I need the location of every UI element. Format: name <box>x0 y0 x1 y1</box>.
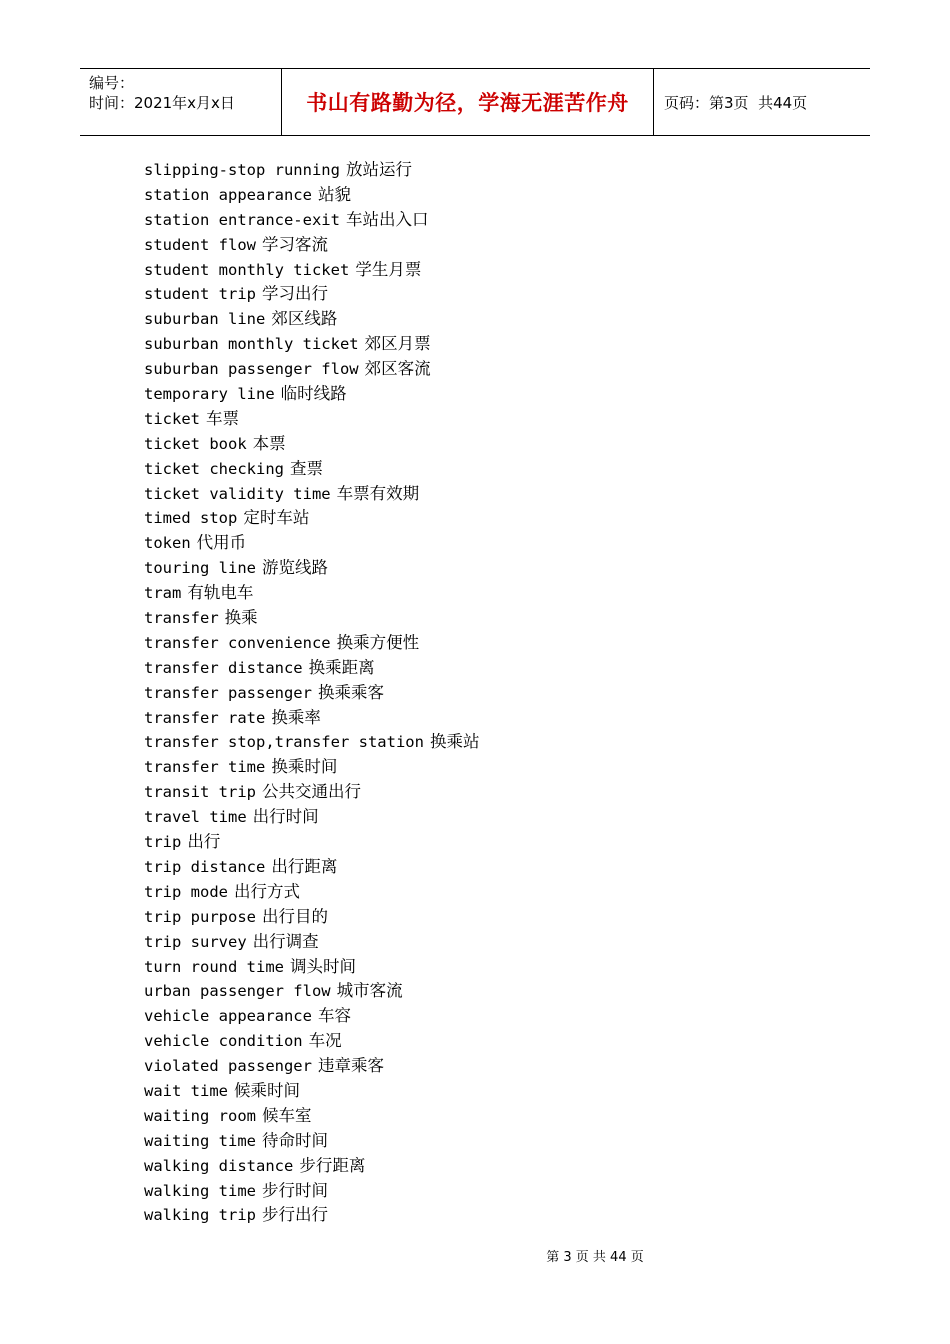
glossary-entry <box>144 805 479 830</box>
glossary-entry <box>144 233 479 258</box>
term-english: waiting time <box>144 1131 256 1150</box>
term-english: touring line <box>144 559 256 578</box>
term-chinese: 出行 <box>187 832 221 852</box>
term-english: transfer rate <box>144 708 266 727</box>
term-english: station appearance <box>144 185 312 204</box>
term-chinese: 车容 <box>317 1006 351 1026</box>
term-english: vehicle appearance <box>144 1007 312 1026</box>
term-chinese: 换乘时间 <box>271 757 338 777</box>
term-chinese: 出行调查 <box>252 931 319 951</box>
glossary-entry <box>144 556 479 581</box>
header-motto: 书山有路勤为径，学海无涯苦作舟 <box>282 69 654 135</box>
term-chinese: 候乘时间 <box>234 1080 300 1100</box>
glossary-entry <box>144 780 479 805</box>
glossary-entry <box>144 332 479 357</box>
glossary-entry <box>144 531 479 556</box>
term-english: ticket checking <box>144 459 284 478</box>
page-header <box>80 68 870 136</box>
glossary-entry <box>144 631 479 656</box>
term-chinese: 郊区客流 <box>364 359 431 379</box>
term-english: trip mode <box>144 882 228 901</box>
document-number-label: 编号： <box>89 74 135 92</box>
glossary-entry <box>144 208 479 233</box>
glossary-entry <box>144 382 479 407</box>
glossary-entry <box>144 357 479 382</box>
term-chinese: 本票 <box>252 433 286 453</box>
glossary-entry <box>144 855 479 880</box>
term-english: ticket book <box>144 434 247 453</box>
glossary-list <box>144 158 479 1228</box>
term-english: transfer passenger <box>144 683 312 702</box>
term-english: transfer <box>144 609 219 628</box>
term-chinese: 学习客流 <box>261 234 328 254</box>
glossary-entry <box>144 258 479 283</box>
page-footer: 第 3 页 共 44 页 <box>546 1250 644 1265</box>
glossary-entry <box>144 656 479 681</box>
term-chinese: 换乘乘客 <box>317 682 384 702</box>
glossary-entry <box>144 432 479 457</box>
term-english: token <box>144 534 191 553</box>
term-english: violated passenger <box>144 1057 312 1076</box>
term-chinese: 游览线路 <box>261 558 328 578</box>
term-chinese: 步行时间 <box>261 1180 328 1200</box>
glossary-entry <box>144 1129 479 1154</box>
term-chinese: 违章乘客 <box>317 1056 384 1076</box>
header-page-info <box>654 69 870 135</box>
term-chinese: 郊区月票 <box>364 334 431 354</box>
term-english: walking time <box>144 1181 256 1200</box>
term-english: waiting room <box>144 1106 256 1125</box>
glossary-entry <box>144 730 479 755</box>
term-english: ticket validity time <box>144 484 331 503</box>
term-chinese: 学生月票 <box>355 259 422 279</box>
term-english: student flow <box>144 235 256 254</box>
term-english: suburban monthly ticket <box>144 335 359 354</box>
glossary-entry <box>144 880 479 905</box>
term-chinese: 临时线路 <box>280 384 347 404</box>
term-chinese: 车站出入口 <box>345 209 429 229</box>
glossary-entry <box>144 581 479 606</box>
term-english: wait time <box>144 1081 228 1100</box>
term-chinese: 车票有效期 <box>336 483 420 503</box>
glossary-entry <box>144 457 479 482</box>
term-english: travel time <box>144 808 247 827</box>
term-chinese: 学习出行 <box>261 284 328 304</box>
term-chinese: 城市客流 <box>336 981 403 1001</box>
term-chinese: 换乘 <box>224 608 258 628</box>
term-english: ticket <box>144 409 200 428</box>
glossary-entry <box>144 1029 479 1054</box>
glossary-entry <box>144 307 479 332</box>
glossary-entry <box>144 1079 479 1104</box>
term-chinese: 定时车站 <box>243 508 310 528</box>
term-chinese: 换乘站 <box>429 732 480 752</box>
term-english: transfer convenience <box>144 633 331 652</box>
term-chinese: 调头时间 <box>289 956 356 976</box>
glossary-entry <box>144 407 479 432</box>
term-chinese: 候车室 <box>261 1105 312 1125</box>
term-english: tram <box>144 584 182 603</box>
header-meta <box>80 69 282 135</box>
term-english: student monthly ticket <box>144 260 350 279</box>
glossary-entry <box>144 955 479 980</box>
term-english: timed stop <box>144 509 238 528</box>
glossary-entry <box>144 930 479 955</box>
glossary-entry <box>144 706 479 731</box>
term-english: transit trip <box>144 783 256 802</box>
glossary-entry <box>144 1004 479 1029</box>
glossary-entry <box>144 1054 479 1079</box>
term-chinese: 步行出行 <box>261 1205 328 1225</box>
term-chinese: 公共交通出行 <box>261 782 361 802</box>
glossary-entry <box>144 183 479 208</box>
term-chinese: 有轨电车 <box>187 583 254 603</box>
term-english: walking distance <box>144 1156 294 1175</box>
term-english: transfer time <box>144 758 266 777</box>
term-english: transfer distance <box>144 658 303 677</box>
term-chinese: 步行距离 <box>299 1155 366 1175</box>
term-english: temporary line <box>144 385 275 404</box>
glossary-entry <box>144 681 479 706</box>
term-english: vehicle condition <box>144 1032 303 1051</box>
term-english: walking trip <box>144 1206 256 1225</box>
term-chinese: 换乘方便性 <box>336 632 420 652</box>
glossary-entry <box>144 830 479 855</box>
term-chinese: 查票 <box>289 458 323 478</box>
term-chinese: 代用币 <box>196 533 247 553</box>
term-english: urban passenger flow <box>144 982 331 1001</box>
glossary-entry <box>144 1203 479 1228</box>
term-chinese: 出行时间 <box>252 807 319 827</box>
term-english: student trip <box>144 285 256 304</box>
term-english: trip distance <box>144 857 266 876</box>
term-chinese: 车票 <box>206 408 239 428</box>
term-english: trip <box>144 833 182 852</box>
glossary-entry <box>144 506 479 531</box>
glossary-entry <box>144 1179 479 1204</box>
term-chinese: 换乘距离 <box>308 657 375 677</box>
glossary-entry <box>144 282 479 307</box>
glossary-entry <box>144 905 479 930</box>
term-english: slipping-stop running <box>144 161 340 179</box>
glossary-entry <box>144 482 479 507</box>
term-english: trip survey <box>144 932 247 951</box>
header-page-info-text: 页码：第3页 共44页 <box>664 93 808 112</box>
term-english: transfer stop,transfer station <box>144 733 424 752</box>
glossary-entry <box>144 606 479 631</box>
glossary-entry <box>144 1154 479 1179</box>
term-chinese: 站貌 <box>317 184 351 204</box>
term-chinese: 出行方式 <box>234 881 300 901</box>
term-chinese: 放站运行 <box>345 160 412 179</box>
term-chinese: 换乘率 <box>271 707 321 727</box>
term-english: suburban passenger flow <box>144 360 359 379</box>
term-chinese: 出行距离 <box>271 856 338 876</box>
term-chinese: 郊区线路 <box>271 309 338 329</box>
term-english: turn round time <box>144 957 284 976</box>
glossary-entry <box>144 755 479 780</box>
glossary-entry <box>144 979 479 1004</box>
term-english: trip purpose <box>144 907 256 926</box>
term-chinese: 待命时间 <box>261 1130 328 1150</box>
term-english: suburban line <box>144 310 266 329</box>
term-english: station entrance-exit <box>144 210 340 229</box>
document-date: 时间：2021年x月x日 <box>89 94 235 112</box>
term-chinese: 车况 <box>308 1031 342 1051</box>
glossary-entry <box>144 158 479 183</box>
term-chinese: 出行目的 <box>261 906 328 926</box>
glossary-entry <box>144 1104 479 1129</box>
